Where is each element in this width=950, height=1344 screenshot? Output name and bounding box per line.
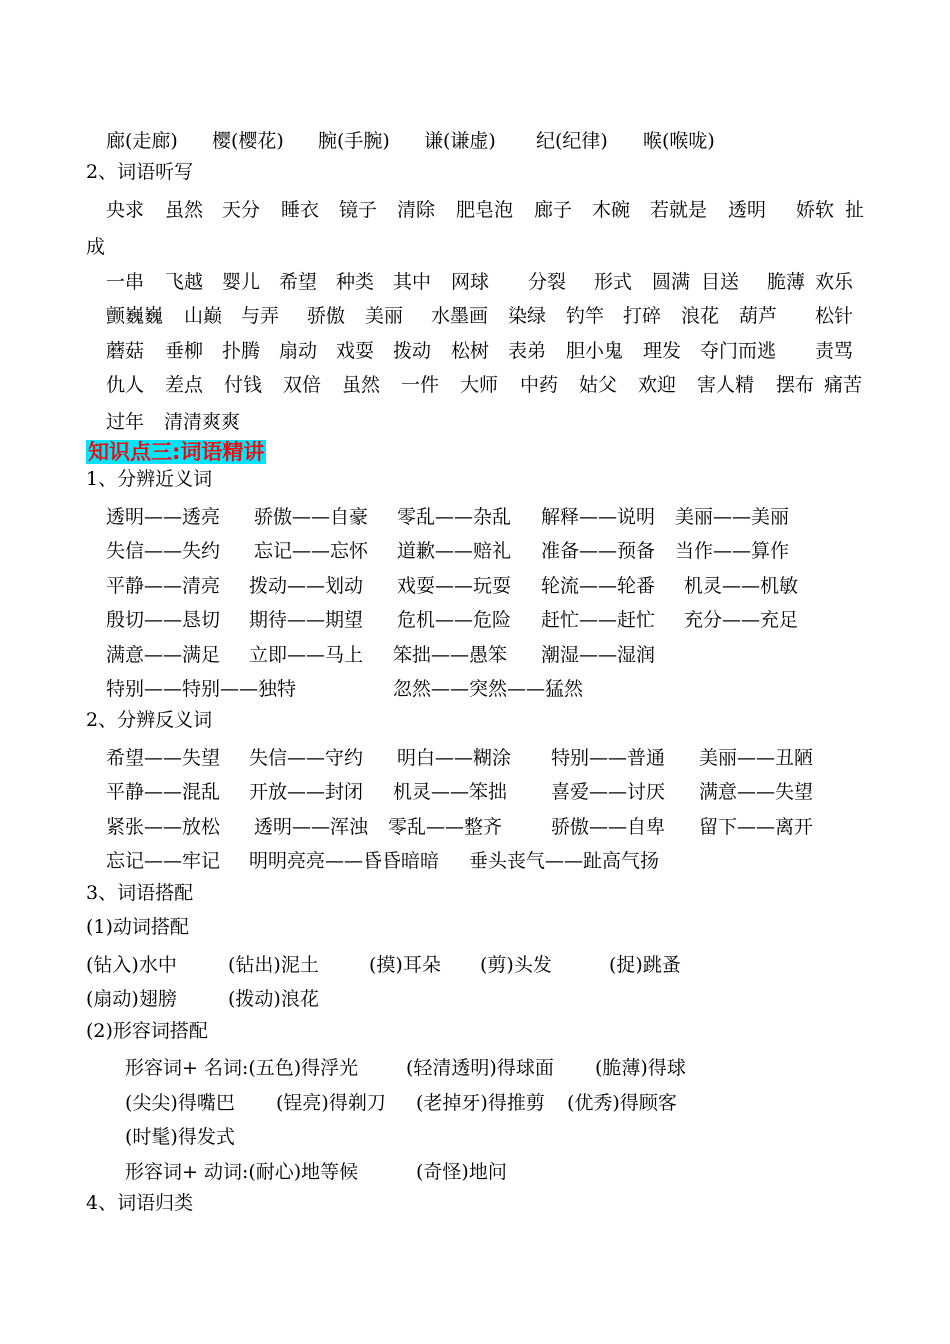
word: 天分 bbox=[222, 199, 261, 221]
word: 害人精 bbox=[697, 374, 755, 396]
word-pair: 骄傲——自豪 bbox=[254, 506, 369, 528]
word: 飞越 bbox=[165, 271, 204, 293]
section-heading-text: 知识点三:词语精讲 bbox=[88, 440, 265, 464]
word-pair: 忘记——牢记 bbox=[106, 850, 221, 872]
word-pair: 紧张——放松 bbox=[106, 816, 221, 838]
word-pair: 零乱——杂乱 bbox=[397, 506, 512, 528]
word-pair: 骄傲——自卑 bbox=[551, 816, 666, 838]
word-pair: 平静——混乱 bbox=[106, 781, 221, 803]
synonyms-title: 1、分辨近义词 bbox=[86, 468, 213, 490]
word: 摆布 bbox=[776, 374, 815, 396]
collocation-item: (剪)头发 bbox=[480, 954, 552, 976]
word: 戏耍 bbox=[336, 340, 375, 362]
word: 欢乐 bbox=[815, 271, 854, 293]
word-pair: 拨动——划动 bbox=[249, 575, 364, 597]
word: 染绿 bbox=[508, 305, 547, 327]
word: 扑腾 bbox=[222, 340, 261, 362]
word: 若就是 bbox=[650, 199, 708, 221]
verb-collocation-title: (1)动词搭配 bbox=[86, 916, 189, 938]
word-pair: 透明——透亮 bbox=[106, 506, 221, 528]
word-pair: 当作——算作 bbox=[675, 540, 790, 562]
word-pair: 机灵——笨拙 bbox=[393, 781, 508, 803]
word-pair: 美丽——美丽 bbox=[675, 506, 790, 528]
word-pair: 期待——期望 bbox=[249, 609, 364, 631]
word: 一串 bbox=[106, 271, 145, 293]
word-pair: 解释——说明 bbox=[541, 506, 656, 528]
word-pair: 平静——清亮 bbox=[106, 575, 221, 597]
word: 与弄 bbox=[241, 305, 280, 327]
collocation-title: 3、词语搭配 bbox=[86, 882, 194, 904]
word: 拨动 bbox=[393, 340, 432, 362]
word: 美丽 bbox=[365, 305, 404, 327]
word-triple: 特别——特别——独特 bbox=[106, 678, 297, 700]
classify-title: 4、词语归类 bbox=[86, 1192, 194, 1214]
word: 葫芦 bbox=[739, 305, 778, 327]
word: 浪花 bbox=[681, 305, 720, 327]
word-pair: 失信——守约 bbox=[249, 747, 364, 769]
word: 成 bbox=[86, 236, 106, 258]
word: 钓竿 bbox=[566, 305, 605, 327]
word-pair: 明白——糊涂 bbox=[397, 747, 512, 769]
word: 虽然 bbox=[342, 374, 381, 396]
word: 虽然 bbox=[165, 199, 204, 221]
word-pair: 满意——满足 bbox=[106, 644, 221, 666]
word: 过年 bbox=[106, 411, 145, 433]
word-pair: 机灵——机敏 bbox=[684, 575, 799, 597]
word: 水墨画 bbox=[431, 305, 489, 327]
word: 责骂 bbox=[815, 340, 854, 362]
word: 镜子 bbox=[339, 199, 378, 221]
word: 种类 bbox=[336, 271, 375, 293]
collocation-item: (奇怪)地问 bbox=[416, 1161, 507, 1183]
word: 希望 bbox=[279, 271, 318, 293]
char-item: 喉(喉咙) bbox=[643, 130, 715, 152]
word-pair: 开放——封闭 bbox=[249, 781, 364, 803]
collocation-item: 形容词+ 动词:(耐心)地等候 bbox=[125, 1161, 359, 1183]
word-pair: 立即——马上 bbox=[249, 644, 364, 666]
word-pair: 留下——离开 bbox=[699, 816, 814, 838]
word: 打碎 bbox=[623, 305, 662, 327]
word: 骄傲 bbox=[307, 305, 346, 327]
dictation-title: 2、词语听写 bbox=[86, 161, 194, 183]
word: 胆小鬼 bbox=[566, 340, 624, 362]
word: 脆薄 bbox=[767, 271, 806, 293]
word-pair: 希望——失望 bbox=[106, 747, 221, 769]
word-pair: 轮流——轮番 bbox=[541, 575, 656, 597]
word-pair: 笨拙——愚笨 bbox=[393, 644, 508, 666]
word-pair: 充分——充足 bbox=[684, 609, 799, 631]
word: 目送 bbox=[701, 271, 740, 293]
word: 娇软 bbox=[796, 199, 835, 221]
word: 肥皂泡 bbox=[456, 199, 514, 221]
word: 圆满 bbox=[652, 271, 691, 293]
collocation-item: (捉)跳蚤 bbox=[609, 954, 681, 976]
word: 差点 bbox=[165, 374, 204, 396]
word: 山巅 bbox=[184, 305, 223, 327]
char-item: 纪(纪律) bbox=[536, 130, 608, 152]
word: 扯 bbox=[845, 199, 865, 221]
word-pair: 殷切——恳切 bbox=[106, 609, 221, 631]
word-pair: 满意——失望 bbox=[699, 781, 814, 803]
adj-collocation-title: (2)形容词搭配 bbox=[86, 1020, 208, 1042]
collocation-item: (拨动)浪花 bbox=[228, 988, 319, 1010]
word: 颤巍巍 bbox=[106, 305, 164, 327]
word: 一件 bbox=[401, 374, 440, 396]
collocation-item: (钻入)水中 bbox=[86, 954, 177, 976]
word: 透明 bbox=[728, 199, 767, 221]
word: 姑父 bbox=[579, 374, 618, 396]
word-pair: 垂头丧气——趾高气扬 bbox=[469, 850, 660, 872]
word-pair: 危机——危险 bbox=[397, 609, 512, 631]
word: 大师 bbox=[460, 374, 499, 396]
char-item: 廊(走廊) bbox=[106, 130, 178, 152]
section-heading bbox=[86, 440, 266, 465]
word: 理发 bbox=[643, 340, 682, 362]
antonyms-title: 2、分辨反义词 bbox=[86, 709, 213, 731]
word: 夺门而逃 bbox=[700, 340, 777, 362]
collocation-item: (老掉牙)得推剪 bbox=[416, 1092, 545, 1114]
word: 网球 bbox=[451, 271, 490, 293]
word-triple: 忽然——突然——猛然 bbox=[393, 678, 584, 700]
collocation-item: (轻清透明)得球面 bbox=[406, 1057, 554, 1079]
word-pair: 透明——浑浊 bbox=[254, 816, 369, 838]
word: 扇动 bbox=[279, 340, 318, 362]
word-pair: 零乱——整齐 bbox=[388, 816, 503, 838]
word: 松针 bbox=[815, 305, 854, 327]
word-pair: 特别——普通 bbox=[551, 747, 666, 769]
word: 垂柳 bbox=[165, 340, 204, 362]
word: 仇人 bbox=[106, 374, 145, 396]
word: 廊子 bbox=[534, 199, 573, 221]
word-pair: 赶忙——赶忙 bbox=[541, 609, 656, 631]
word: 松树 bbox=[451, 340, 490, 362]
word: 其中 bbox=[393, 271, 432, 293]
word-pair: 喜爱——讨厌 bbox=[551, 781, 666, 803]
word: 痛苦 bbox=[824, 374, 863, 396]
char-item: 谦(谦虚) bbox=[424, 130, 496, 152]
word-pair: 准备——预备 bbox=[541, 540, 656, 562]
word: 蘑菇 bbox=[106, 340, 145, 362]
word: 清清爽爽 bbox=[164, 411, 241, 433]
word-pair: 道歉——赔礼 bbox=[397, 540, 512, 562]
collocation-item: (摸)耳朵 bbox=[369, 954, 441, 976]
word: 表弟 bbox=[508, 340, 547, 362]
word: 清除 bbox=[397, 199, 436, 221]
word-pair: 美丽——丑陋 bbox=[699, 747, 814, 769]
word-pair: 明明亮亮——昏昏暗暗 bbox=[249, 850, 440, 872]
word-pair: 失信——失约 bbox=[106, 540, 221, 562]
collocation-item: (时髦)得发式 bbox=[125, 1126, 235, 1148]
word: 形式 bbox=[594, 271, 633, 293]
word: 双倍 bbox=[283, 374, 322, 396]
word: 付钱 bbox=[224, 374, 263, 396]
char-item: 腕(手腕) bbox=[318, 130, 390, 152]
word: 婴儿 bbox=[222, 271, 261, 293]
word-pair: 忘记——忘怀 bbox=[254, 540, 369, 562]
collocation-item: (尖尖)得嘴巴 bbox=[125, 1092, 235, 1114]
word-pair: 戏耍——玩耍 bbox=[397, 575, 512, 597]
collocation-item: 形容词+ 名词:(五色)得浮光 bbox=[125, 1057, 359, 1079]
word: 央求 bbox=[106, 199, 145, 221]
collocation-item: (脆薄)得球 bbox=[595, 1057, 686, 1079]
word: 分裂 bbox=[528, 271, 567, 293]
char-item: 樱(樱花) bbox=[212, 130, 284, 152]
word-pair: 潮湿——湿润 bbox=[541, 644, 656, 666]
collocation-item: (优秀)得顾客 bbox=[567, 1092, 677, 1114]
collocation-item: (锃亮)得剃刀 bbox=[276, 1092, 386, 1114]
word: 欢迎 bbox=[638, 374, 677, 396]
word: 木碗 bbox=[592, 199, 631, 221]
collocation-item: (钻出)泥土 bbox=[228, 954, 319, 976]
word: 中药 bbox=[520, 374, 559, 396]
word: 睡衣 bbox=[281, 199, 320, 221]
collocation-item: (扇动)翅膀 bbox=[86, 988, 177, 1010]
